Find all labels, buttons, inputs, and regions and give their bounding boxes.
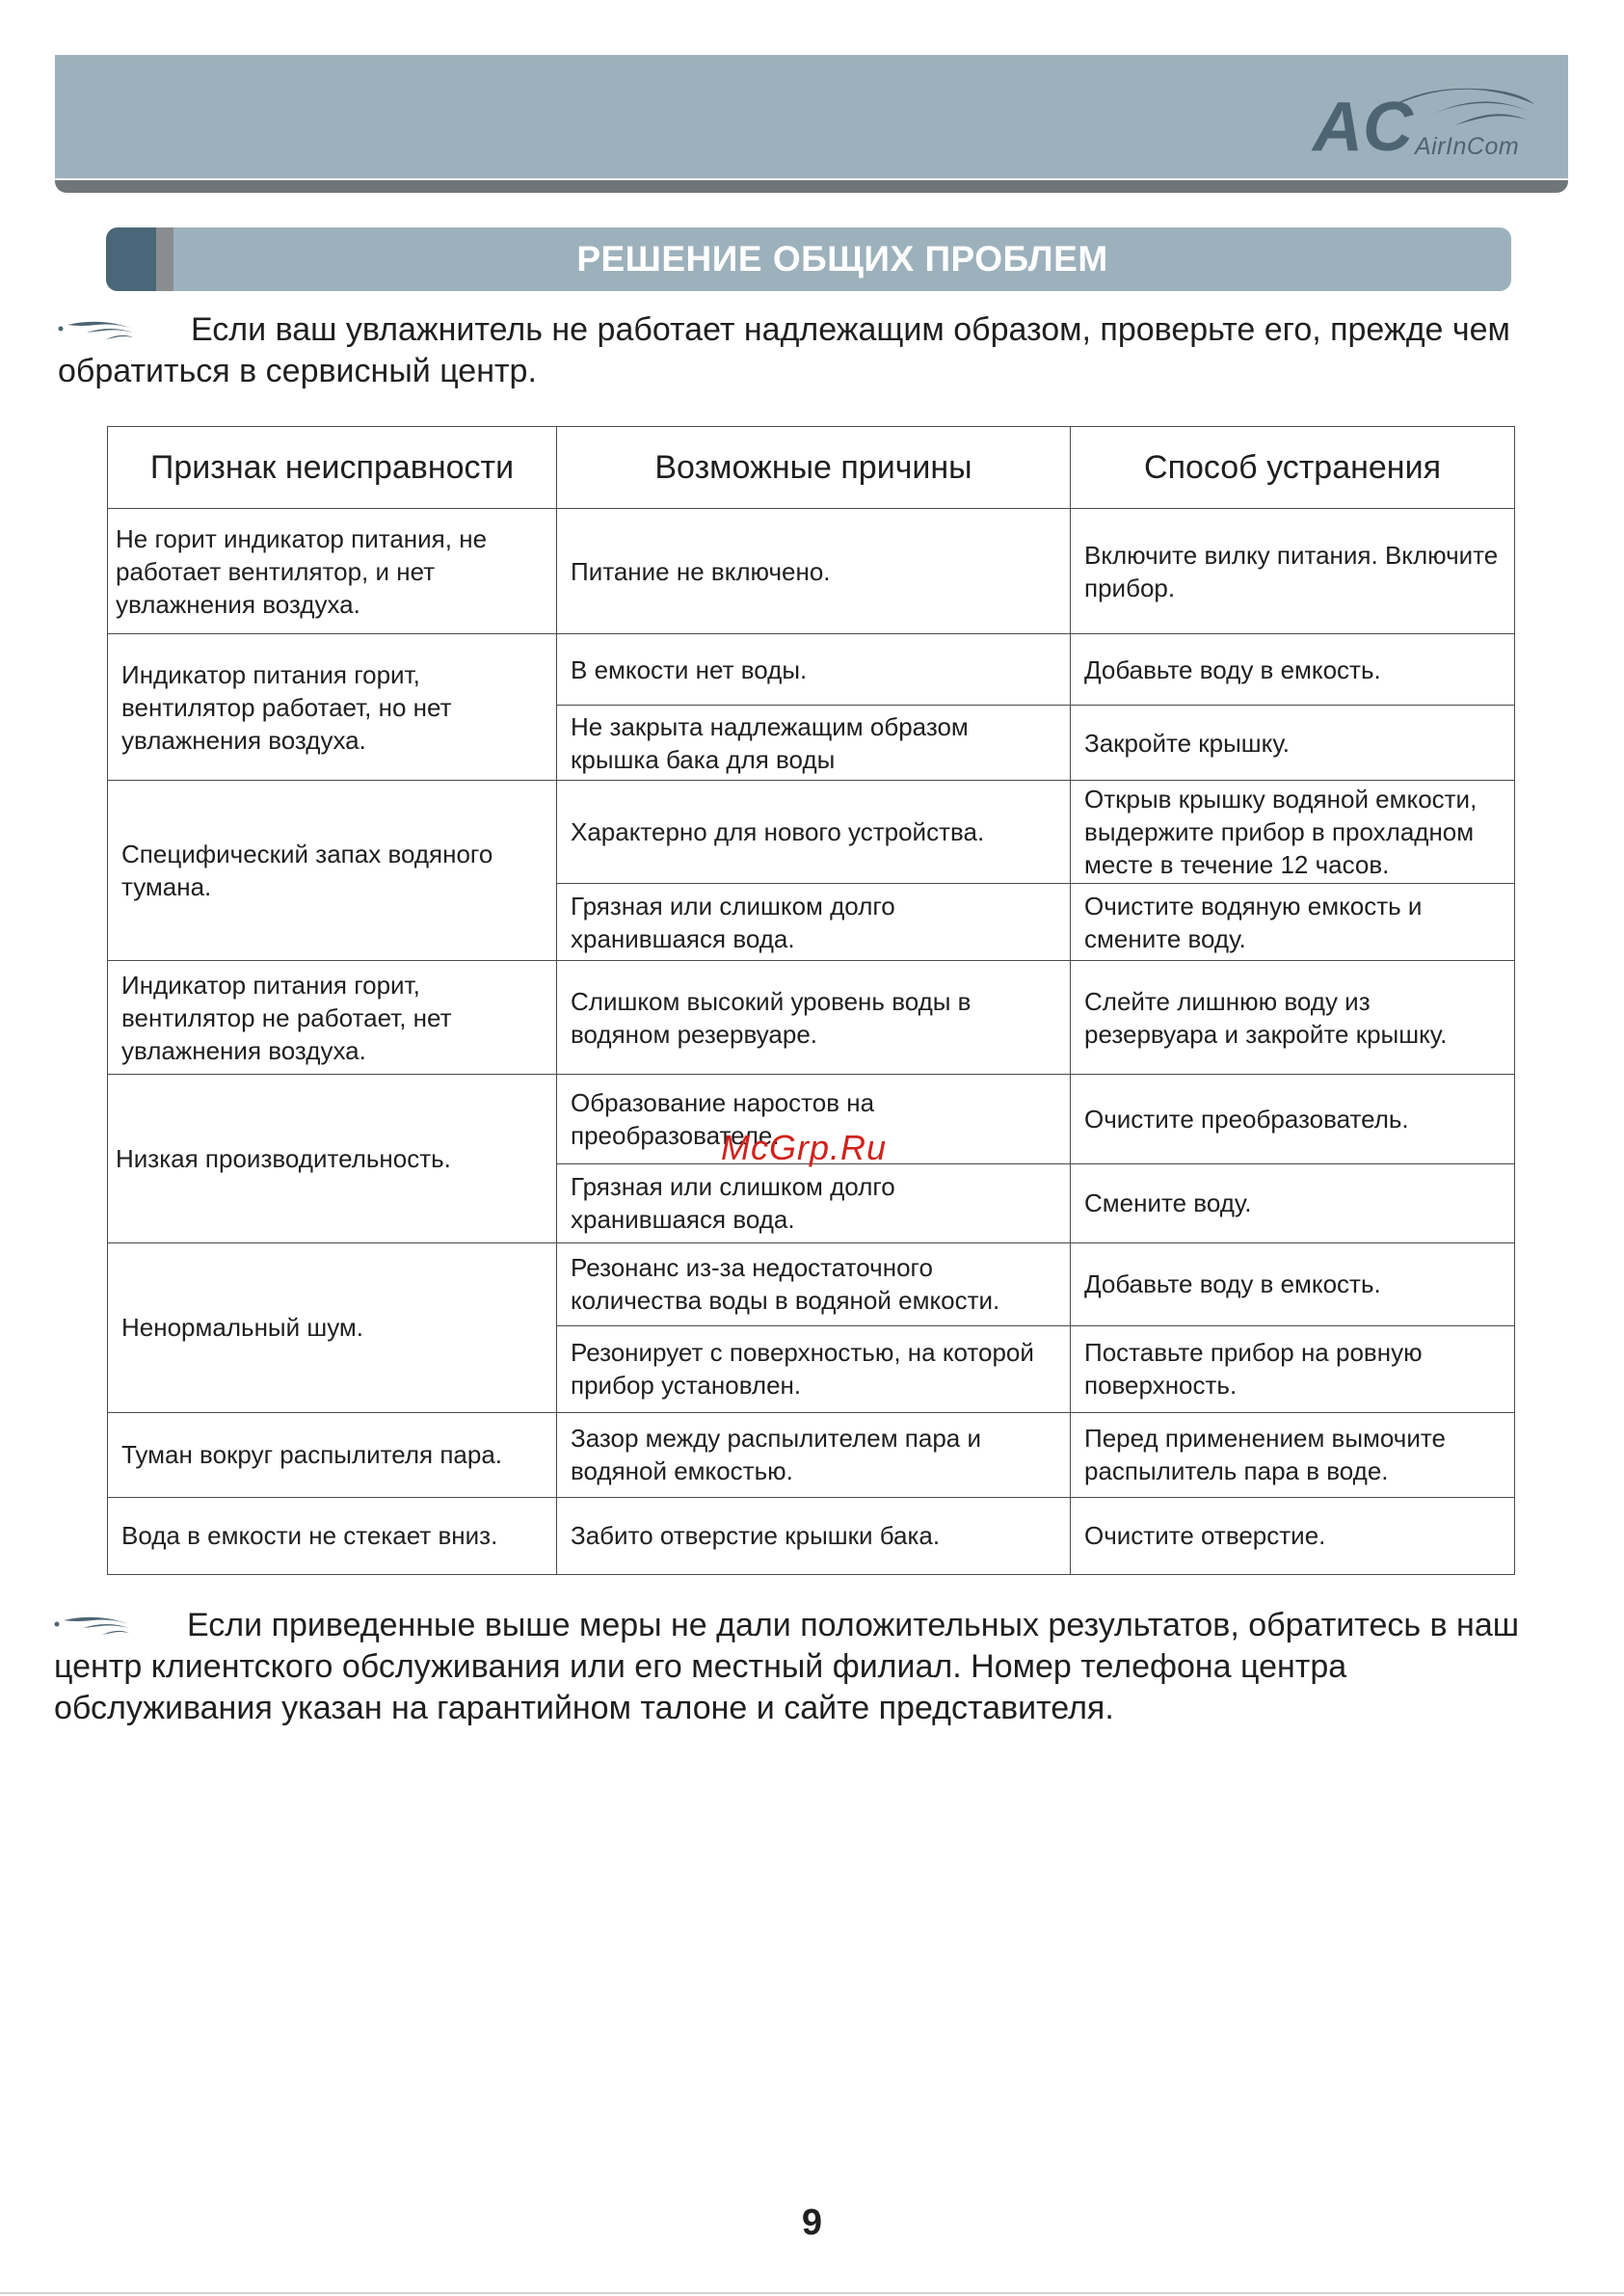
solution-cell: Перед применением вымочите распылитель пара в воде. <box>1071 1412 1515 1497</box>
solution-cell: Очистите преобразователь. <box>1071 1075 1515 1163</box>
intro-paragraph <box>58 309 1523 392</box>
symptom-cell: Индикатор питания горит, вентилятор не работает, нет увлажнения воздуха. <box>108 961 557 1075</box>
bullet-swoosh-icon <box>58 319 135 344</box>
symptom-cell: Специфический запах водяного тумана. <box>108 781 557 961</box>
solution-cell: Очистите водяную емкость и смените воду. <box>1071 884 1515 961</box>
table-row <box>108 634 1515 706</box>
cause-cell: Зазор между распылителем пара и водяной емкостью. <box>557 1412 1071 1497</box>
cause-cell: Образование наростов на преобразователе. <box>557 1075 1071 1163</box>
watermark: McGrp.Ru <box>721 1128 888 1167</box>
symptom-cell: Туман вокруг распылителя пара. <box>108 1412 557 1497</box>
table-row <box>108 1412 1515 1497</box>
symptom-cell: Индикатор питания горит, вентилятор работает, но нет увлажнения воздуха. <box>108 634 557 781</box>
solution-cell: Добавьте воду в емкость. <box>1071 1242 1515 1325</box>
table-row <box>108 781 1515 884</box>
symptom-cell: Низкая производительность. <box>108 1075 557 1242</box>
table-header-row <box>108 427 1515 509</box>
cause-cell: Питание не включено. <box>557 509 1071 634</box>
page-number: 9 <box>801 2203 823 2243</box>
header-symptom: Признак неисправности <box>108 427 557 509</box>
outro-paragraph <box>54 1605 1557 1729</box>
table-row <box>108 961 1515 1075</box>
svg-text:AC: AC <box>1313 89 1413 166</box>
solution-cell: Открыв крышку водяной емкости, выдержите прибор в прохладном месте в течение 12 часов. <box>1071 781 1515 884</box>
solution-cell: Закройте крышку. <box>1071 706 1515 781</box>
header-causes: Возможные причины <box>557 427 1071 509</box>
table-row <box>108 1497 1515 1574</box>
header-stripe <box>55 178 1568 193</box>
table-row <box>108 1242 1515 1325</box>
cause-cell: Грязная или слишком долго хранившаяся вода. <box>557 884 1071 961</box>
cause-cell: Забито отверстие крышки бака. <box>557 1497 1071 1574</box>
solution-cell: Смените воду. <box>1071 1163 1515 1242</box>
page-title: РЕШЕНИЕ ОБЩИХ ПРОБЛЕМ <box>576 239 1108 279</box>
solution-cell: Очистите отверстие. <box>1071 1497 1515 1574</box>
solution-cell: Слейте лишнюю воду из резервуара и закройте крышку. <box>1071 961 1515 1075</box>
solution-cell: Включите вилку питания. Включите прибор. <box>1071 509 1515 634</box>
troubleshooting-table <box>107 426 1515 1575</box>
header-solution: Способ устранения <box>1071 427 1515 509</box>
symptom-cell: Ненормальный шум. <box>108 1242 557 1412</box>
title-accent-dark <box>106 227 156 291</box>
outro-text: Если приведенные выше меры не дали положительных результатов, обратитесь в наш центр клиентского обслуживания или его местный филиал. Номер телефона центра обслуживания указан на гарантийном талоне и сайте представителя. <box>54 1607 1520 1726</box>
bullet-swoosh-icon <box>54 1615 131 1640</box>
title-accent-gray <box>156 227 173 291</box>
cause-cell: Не закрыта надлежащим образом крышка бака для воды <box>557 706 1071 781</box>
cause-cell: Резонирует с поверхностью, на которой прибор установлен. <box>557 1325 1071 1412</box>
section-title-bar <box>106 227 1511 291</box>
symptom-cell: Вода в емкости не стекает вниз. <box>108 1497 557 1574</box>
intro-text: Если ваш увлажнитель не работает надлежащим образом, проверьте его, прежде чем обратиться в сервисный центр. <box>58 311 1510 389</box>
cause-cell: Характерно для нового устройства. <box>557 781 1071 884</box>
table-row <box>108 509 1515 634</box>
symptom-cell: Не горит индикатор питания, не работает вентилятор, и нет увлажнения воздуха. <box>108 509 557 634</box>
cause-cell: Резонанс из-за недостаточного количества воды в водяной емкости. <box>557 1242 1071 1325</box>
solution-cell: Добавьте воду в емкость. <box>1071 634 1515 706</box>
logo-text: AirInCom <box>1415 133 1520 160</box>
cause-cell: В емкости нет воды. <box>557 634 1071 706</box>
cause-cell: Грязная или слишком долго хранившаяся вода. <box>557 1163 1071 1242</box>
solution-cell: Поставьте прибор на ровную поверхность. <box>1071 1325 1515 1412</box>
footer-line <box>0 2292 1624 2294</box>
airincom-logo <box>1311 75 1542 167</box>
cause-cell: Слишком высокий уровень воды в водяном резервуаре. <box>557 961 1071 1075</box>
